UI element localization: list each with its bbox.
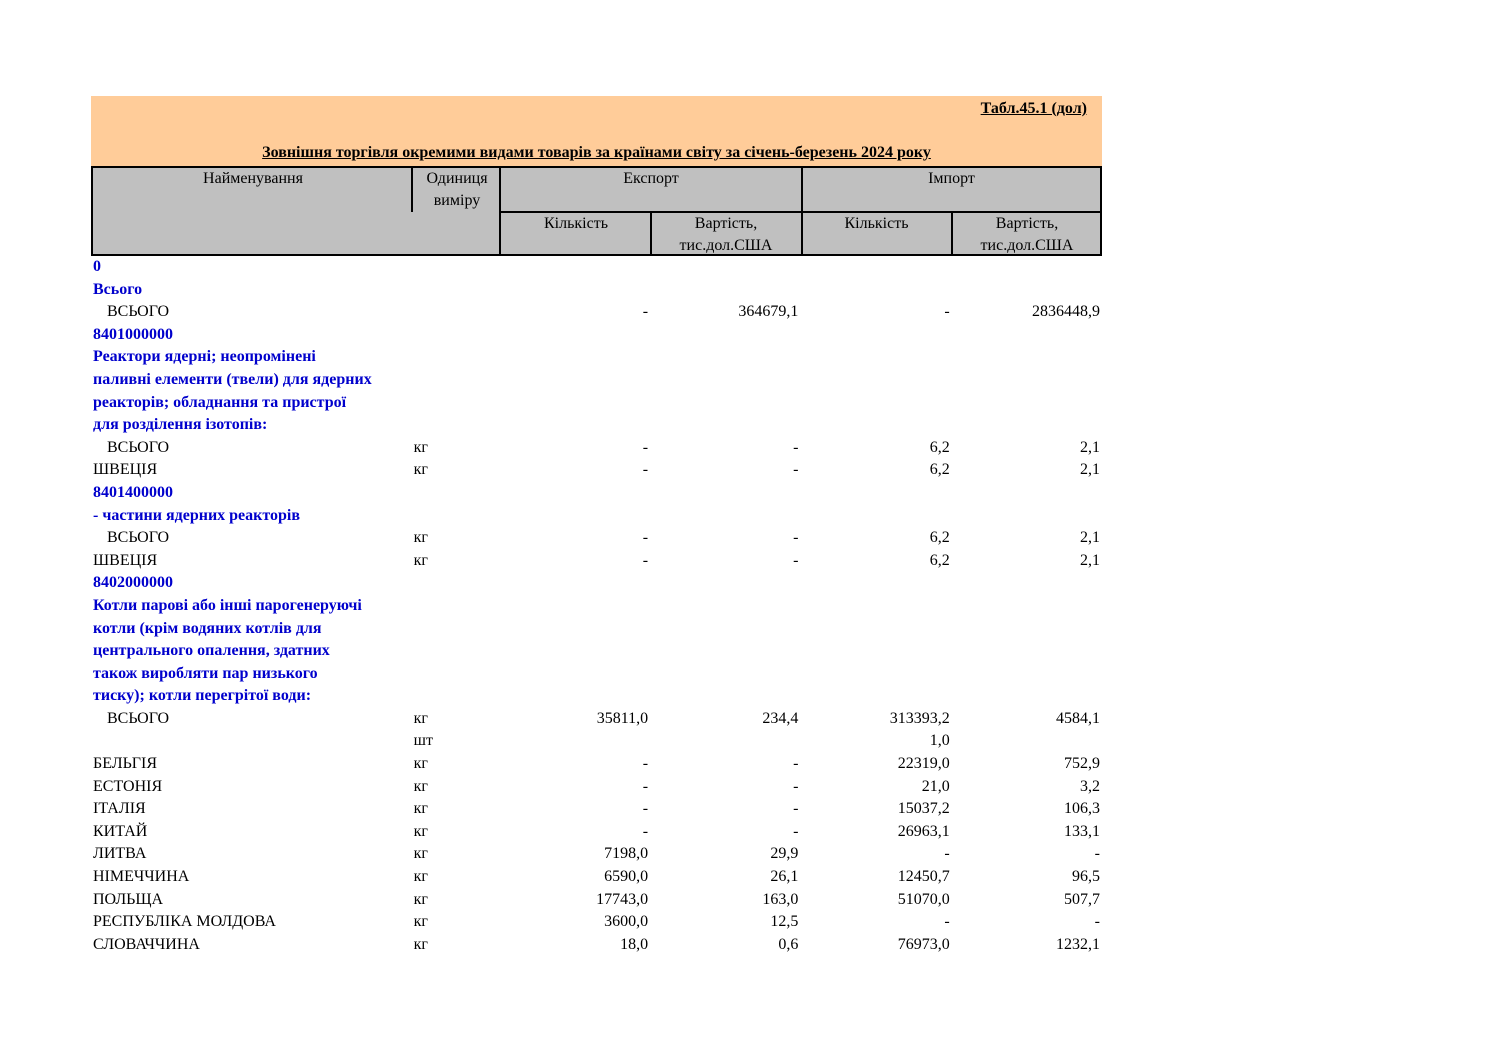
unit-cell: кг — [413, 529, 428, 547]
table-row — [91, 866, 1102, 889]
export-quantity: 3600,0 — [604, 913, 649, 931]
table-row — [91, 459, 1102, 482]
import-quantity: - — [944, 913, 950, 931]
country-name: ВСЬОГО — [107, 303, 170, 321]
country-name: ПОЛЬЩА — [93, 890, 164, 908]
export-quantity — [500, 730, 650, 753]
country-name: РЕСПУБЛІКА МОЛДОВА — [93, 913, 276, 931]
export-quantity: - — [642, 529, 649, 547]
import-quantity: 51070,0 — [897, 890, 950, 908]
import-value: 3,2 — [1080, 777, 1100, 795]
export-quantity: - — [642, 800, 649, 818]
product-description-row — [91, 663, 1102, 686]
unit-cell: кг — [413, 438, 428, 456]
table-reference: Табл.45.1 (дол) — [980, 100, 1087, 117]
table-row — [91, 821, 1102, 844]
export-value: 26,1 — [770, 868, 799, 886]
country-name: ВСЬОГО — [107, 709, 170, 727]
country-name: БЕЛЬГІЯ — [93, 755, 158, 773]
import-quantity: 15037,2 — [897, 800, 950, 818]
export-value — [650, 730, 800, 753]
header-divider — [951, 212, 953, 256]
product-code-row — [91, 324, 1102, 347]
product-description-row — [91, 392, 1102, 415]
unit-cell: кг — [413, 461, 428, 479]
export-quantity: 7198,0 — [604, 845, 649, 863]
product-description: також виробляти пар низького — [93, 664, 318, 682]
export-value: 163,0 — [762, 890, 799, 908]
table-banner — [91, 96, 1102, 166]
country-name — [91, 730, 412, 753]
unit-cell: кг — [413, 890, 428, 908]
table-row — [91, 776, 1102, 799]
col-export-header: Експорт — [623, 170, 679, 187]
export-quantity: - — [642, 777, 649, 795]
export-quantity: 35811,0 — [596, 709, 649, 727]
table-row — [91, 550, 1102, 573]
product-description: центрального опалення, здатних — [93, 642, 330, 660]
import-quantity: 6,2 — [929, 529, 950, 547]
product-description-row — [91, 505, 1102, 528]
unit-cell: кг — [413, 709, 428, 727]
product-description: Котли парові або інші парогенеруючі — [93, 596, 362, 614]
import-quantity: 313393,2 — [889, 709, 950, 727]
import-quantity: 1,0 — [929, 732, 950, 750]
col-import-value-line1: Вартість, — [995, 215, 1059, 232]
product-description: тиску); котли перегрітої води: — [93, 687, 312, 705]
product-code: 8401000000 — [93, 325, 173, 343]
col-import-header: Імпорт — [928, 170, 975, 187]
import-value — [952, 730, 1102, 753]
col-export-value-line2: тис.дол.США — [679, 237, 773, 254]
col-import-value-header — [952, 213, 1102, 257]
col-unit-header-line2: виміру — [433, 192, 481, 209]
import-value: 2,1 — [1080, 461, 1100, 479]
product-description: Реактори ядерні; неопромінені — [93, 348, 316, 366]
import-quantity: - — [944, 845, 950, 863]
table-row — [91, 437, 1102, 460]
export-quantity: - — [642, 822, 649, 840]
table-row — [91, 798, 1102, 821]
import-value: 96,5 — [1072, 868, 1100, 886]
import-value: 507,7 — [1064, 890, 1100, 908]
country-name: СЛОВАЧЧИНА — [93, 935, 200, 953]
import-quantity: 22319,0 — [897, 755, 950, 773]
export-quantity: - — [642, 755, 649, 773]
country-name: КИТАЙ — [93, 822, 148, 840]
col-export-value-header — [651, 213, 801, 257]
header-divider — [500, 211, 1102, 213]
import-quantity: 21,0 — [921, 777, 950, 795]
header-divider — [411, 168, 413, 212]
export-value: - — [793, 822, 799, 840]
country-name: ЛИТВА — [93, 845, 147, 863]
export-quantity: - — [642, 551, 649, 569]
table-row — [91, 911, 1102, 934]
export-quantity: - — [642, 303, 649, 321]
table-row — [91, 301, 1102, 324]
export-value: - — [793, 777, 799, 795]
export-value: 12,5 — [770, 913, 799, 931]
import-value: 4584,1 — [1056, 709, 1100, 727]
export-value: - — [793, 551, 799, 569]
unit-cell: кг — [413, 551, 428, 569]
product-code-row — [91, 482, 1102, 505]
export-value: 0,6 — [778, 935, 799, 953]
import-value: 2,1 — [1080, 529, 1100, 547]
unit-cell: кг — [413, 777, 428, 795]
col-export-qty-header: Кількість — [543, 215, 608, 232]
product-description-row — [91, 640, 1102, 663]
country-name: ЕСТОНІЯ — [93, 777, 163, 795]
country-name: ВСЬОГО — [107, 529, 170, 547]
col-import-qty-header: Кількість — [844, 215, 909, 232]
import-value: 106,3 — [1064, 800, 1100, 818]
import-value: - — [1094, 913, 1100, 931]
column-header — [91, 166, 1102, 256]
col-unit-header-line1: Одиниця — [426, 170, 488, 187]
product-description: реакторів; обладнання та пристрої — [93, 393, 347, 411]
export-value: - — [793, 438, 799, 456]
trade-table-sheet — [91, 96, 1102, 956]
import-quantity: 6,2 — [929, 461, 950, 479]
product-description: Всього — [93, 280, 143, 298]
product-description-row — [91, 618, 1102, 641]
export-value: - — [793, 755, 799, 773]
import-quantity: 12450,7 — [897, 868, 950, 886]
product-code-row — [91, 256, 1102, 279]
product-description-row — [91, 595, 1102, 618]
data-table — [91, 256, 1102, 956]
col-unit-header — [413, 168, 501, 212]
export-value: - — [793, 461, 799, 479]
export-value: - — [793, 529, 799, 547]
export-value: 29,9 — [770, 845, 799, 863]
import-quantity: - — [944, 303, 950, 321]
export-value: 364679,1 — [738, 303, 799, 321]
table-row — [91, 843, 1102, 866]
export-quantity: 6590,0 — [604, 868, 649, 886]
country-name: ВСЬОГО — [107, 438, 170, 456]
product-description-row — [91, 279, 1102, 302]
unit-cell: кг — [413, 822, 428, 840]
unit-cell: кг — [413, 913, 428, 931]
product-description-row — [91, 346, 1102, 369]
unit-cell: кг — [413, 845, 428, 863]
export-quantity: - — [642, 461, 649, 479]
product-description-row — [91, 685, 1102, 708]
product-description: котли (крім водяних котлів для — [93, 619, 322, 637]
country-name: ШВЕЦІЯ — [93, 551, 158, 569]
table-title: Зовнішня торгівля окремими видами товарів за країнами світу за січень-березень 2024 року — [262, 144, 931, 161]
col-export-value-line1: Вартість, — [694, 215, 758, 232]
import-quantity: 26963,1 — [897, 822, 950, 840]
country-name: НІМЕЧЧИНА — [93, 868, 190, 886]
header-divider — [650, 212, 652, 256]
import-quantity: 6,2 — [929, 438, 950, 456]
table-row — [91, 934, 1102, 957]
table-row — [91, 889, 1102, 912]
export-quantity: 18,0 — [620, 935, 649, 953]
import-value: 133,1 — [1064, 822, 1100, 840]
product-description: - частини ядерних реакторів — [93, 506, 301, 524]
unit-cell — [412, 301, 500, 324]
table-row — [91, 527, 1102, 550]
col-name-header: Найменування — [203, 170, 303, 187]
import-value: 2836448,9 — [1032, 303, 1100, 321]
unit-cell: кг — [413, 755, 428, 773]
export-value: - — [793, 800, 799, 818]
unit-cell: кг — [413, 800, 428, 818]
product-code: 8401400000 — [93, 483, 173, 501]
import-value: 752,9 — [1064, 755, 1100, 773]
import-value: - — [1094, 845, 1100, 863]
product-description: для розділення ізотопів: — [93, 416, 268, 434]
product-code-row — [91, 572, 1102, 595]
table-row — [91, 730, 1102, 753]
export-quantity: - — [642, 438, 649, 456]
import-quantity: 6,2 — [929, 551, 950, 569]
product-code: 8402000000 — [93, 574, 173, 592]
import-value: 2,1 — [1080, 438, 1100, 456]
product-description-row — [91, 414, 1102, 437]
unit-cell: кг — [413, 935, 428, 953]
country-name: ІТАЛІЯ — [93, 800, 146, 818]
import-value: 2,1 — [1080, 551, 1100, 569]
import-value: 1232,1 — [1056, 935, 1100, 953]
unit-cell: шт — [413, 732, 433, 750]
country-name: ШВЕЦІЯ — [93, 461, 158, 479]
col-import-value-line2: тис.дол.США — [980, 237, 1074, 254]
import-quantity: 76973,0 — [897, 935, 950, 953]
unit-cell: кг — [413, 868, 428, 886]
table-row — [91, 753, 1102, 776]
product-description-row — [91, 369, 1102, 392]
table-row — [91, 708, 1102, 731]
export-quantity: 17743,0 — [596, 890, 649, 908]
export-value: 234,4 — [762, 709, 799, 727]
product-code: 0 — [93, 258, 101, 275]
product-description: паливні елементи (твели) для ядерних — [93, 370, 372, 388]
